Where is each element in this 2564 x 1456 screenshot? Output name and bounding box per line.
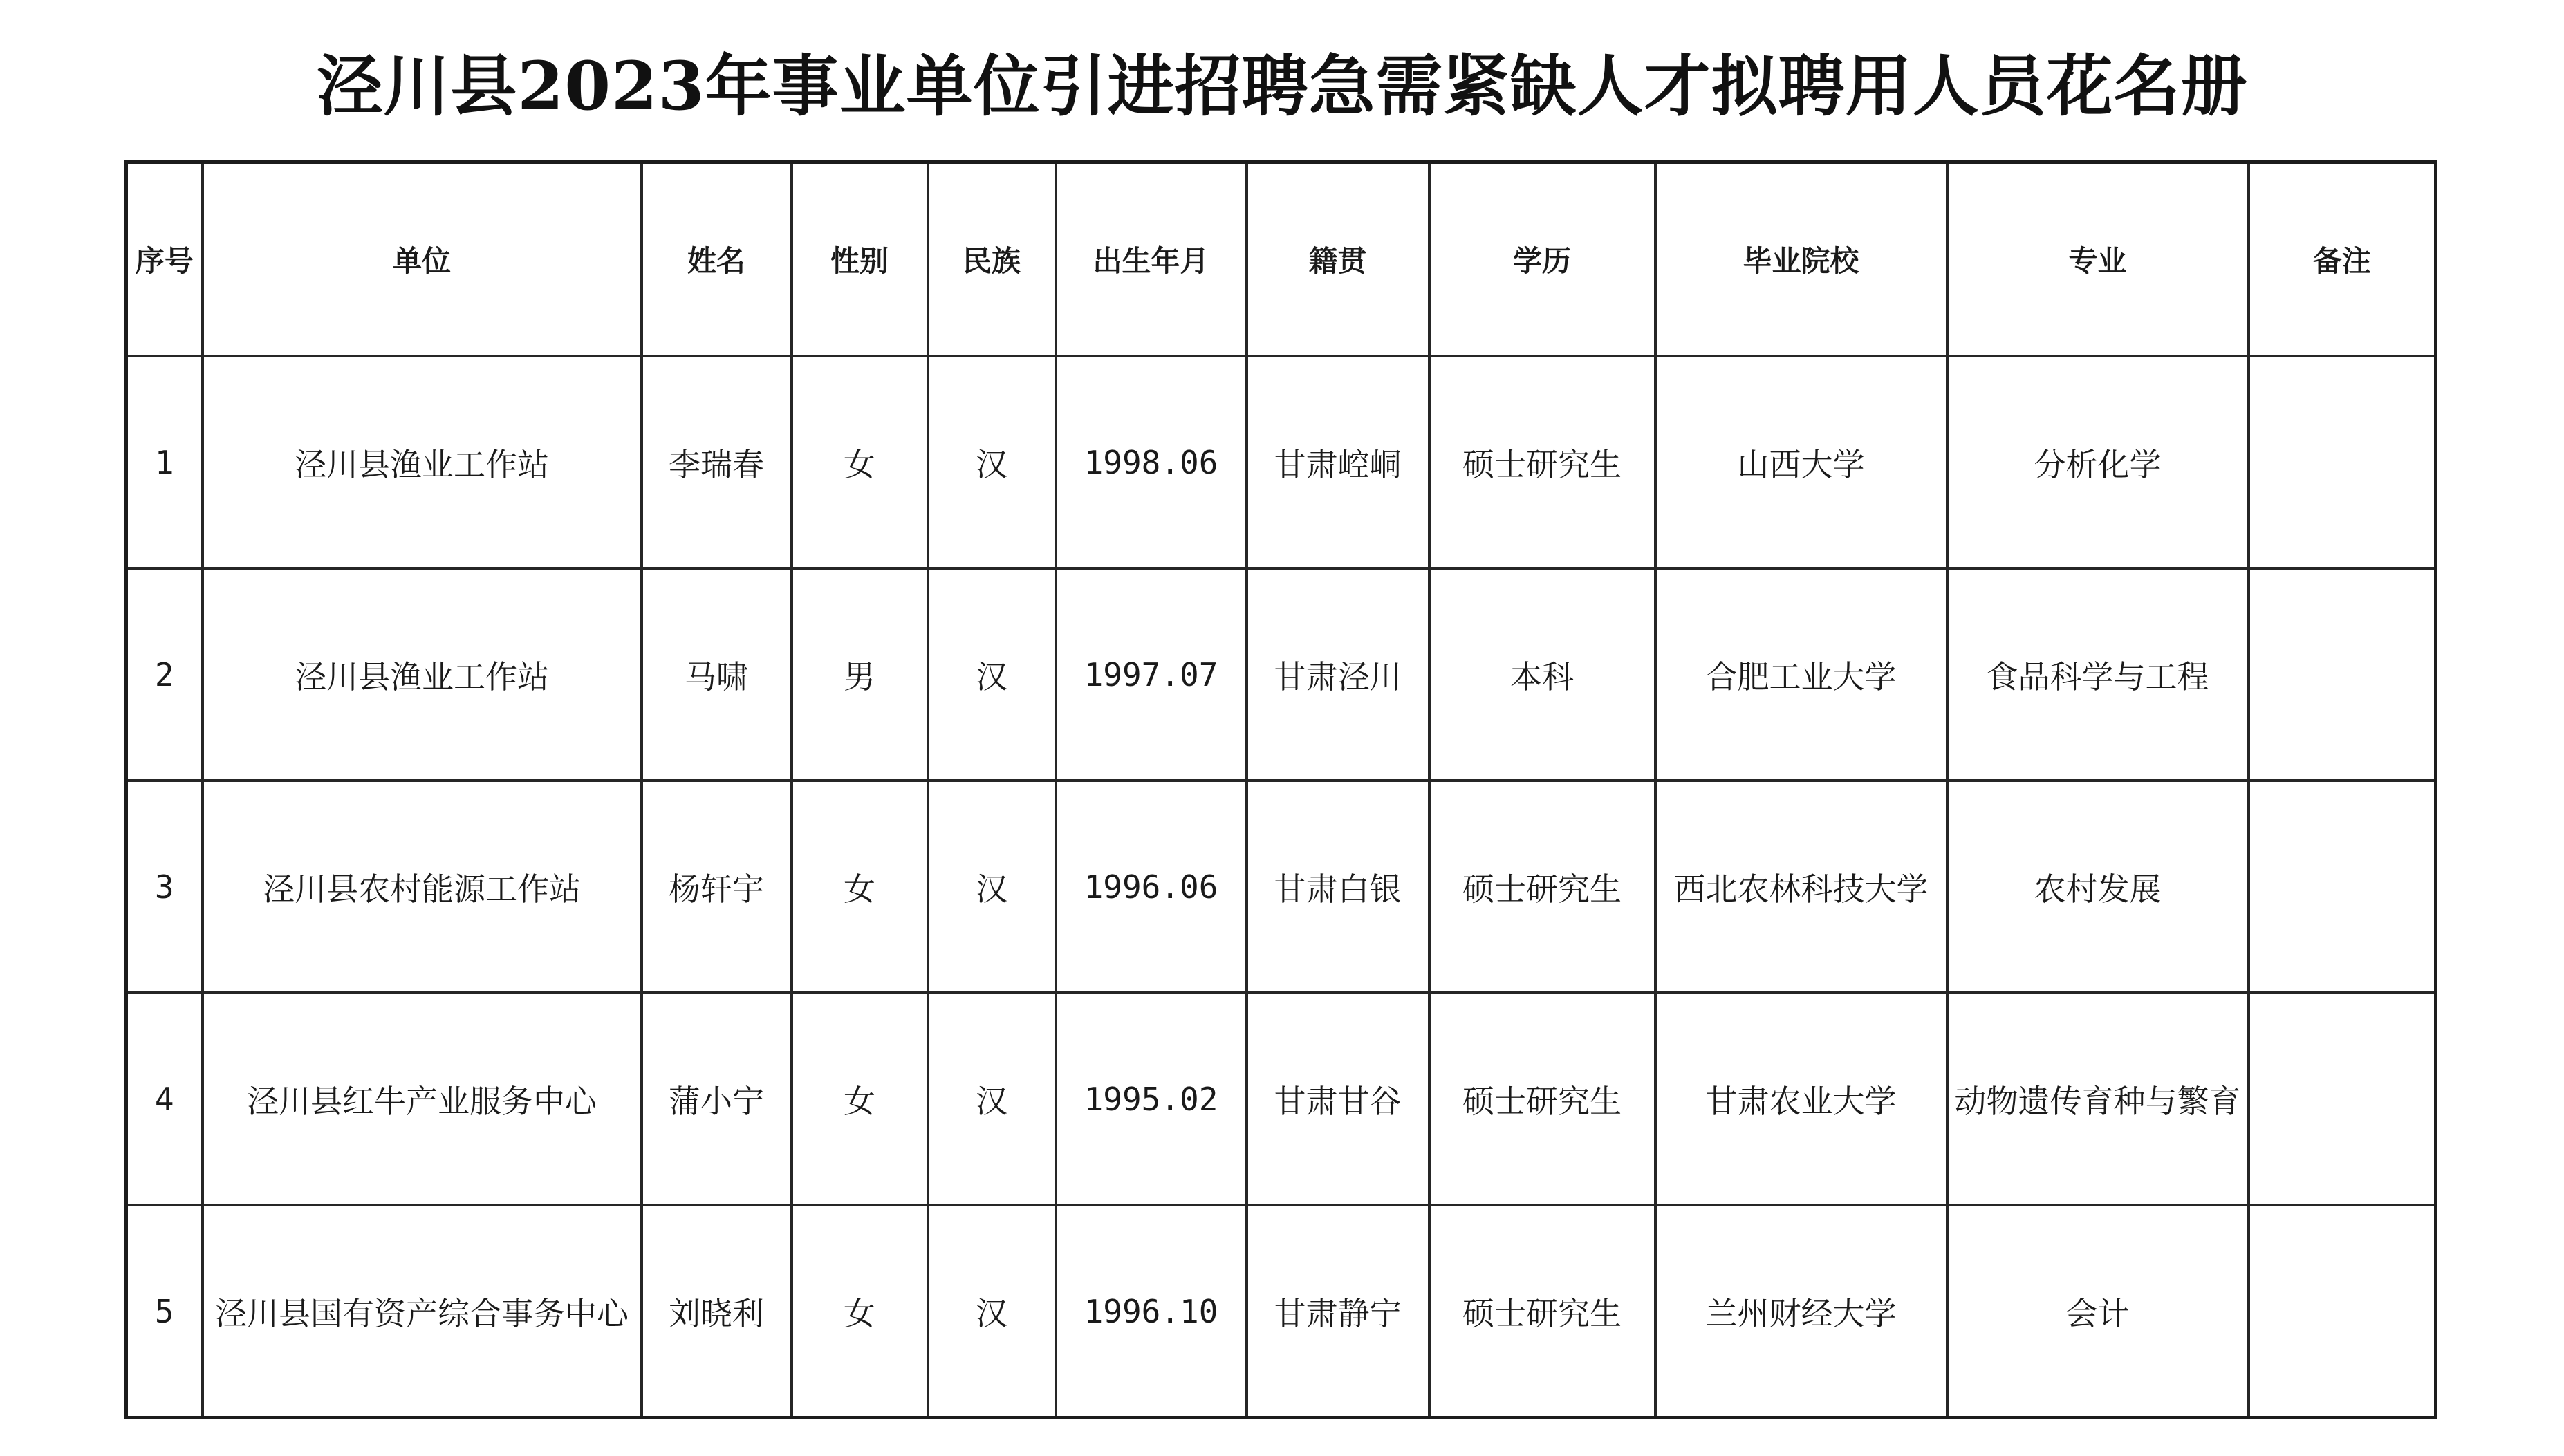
cell-major: 动物遗传育种与繁育 bbox=[1947, 993, 2249, 1205]
cell-name: 杨轩宇 bbox=[642, 781, 792, 993]
cell-major: 分析化学 bbox=[1947, 356, 2249, 568]
roster-table bbox=[124, 160, 2437, 1419]
header-education: 学历 bbox=[1429, 162, 1655, 357]
cell-native-place: 甘肃白银 bbox=[1247, 781, 1429, 993]
cell-education: 硕士研究生 bbox=[1429, 1205, 1655, 1418]
header-serial: 序号 bbox=[127, 162, 203, 357]
cell-remarks bbox=[2249, 568, 2436, 781]
header-native-place: 籍贯 bbox=[1247, 162, 1429, 357]
cell-birth-date: 1998.06 bbox=[1056, 356, 1247, 568]
cell-major: 食品科学与工程 bbox=[1947, 568, 2249, 781]
cell-native-place: 甘肃泾川 bbox=[1247, 568, 1429, 781]
cell-gender: 女 bbox=[792, 781, 928, 993]
cell-ethnicity: 汉 bbox=[928, 1205, 1056, 1418]
cell-unit: 泾川县红牛产业服务中心 bbox=[203, 993, 642, 1205]
cell-education: 硕士研究生 bbox=[1429, 993, 1655, 1205]
table-row bbox=[127, 568, 2436, 781]
table-row bbox=[127, 1205, 2436, 1418]
cell-major: 农村发展 bbox=[1947, 781, 2249, 993]
cell-native-place: 甘肃甘谷 bbox=[1247, 993, 1429, 1205]
cell-education: 本科 bbox=[1429, 568, 1655, 781]
table-row bbox=[127, 356, 2436, 568]
cell-unit: 泾川县渔业工作站 bbox=[203, 568, 642, 781]
cell-birth-date: 1995.02 bbox=[1056, 993, 1247, 1205]
table-row bbox=[127, 993, 2436, 1205]
cell-education: 硕士研究生 bbox=[1429, 781, 1655, 993]
cell-name: 刘晓利 bbox=[642, 1205, 792, 1418]
cell-school: 合肥工业大学 bbox=[1655, 568, 1947, 781]
cell-serial: 1 bbox=[127, 356, 203, 568]
header-remarks: 备注 bbox=[2249, 162, 2436, 357]
cell-native-place: 甘肃静宁 bbox=[1247, 1205, 1429, 1418]
cell-gender: 女 bbox=[792, 356, 928, 568]
cell-school: 甘肃农业大学 bbox=[1655, 993, 1947, 1205]
cell-ethnicity: 汉 bbox=[928, 781, 1056, 993]
cell-remarks bbox=[2249, 993, 2436, 1205]
cell-gender: 男 bbox=[792, 568, 928, 781]
cell-unit: 泾川县农村能源工作站 bbox=[203, 781, 642, 993]
cell-serial: 5 bbox=[127, 1205, 203, 1418]
header-name: 姓名 bbox=[642, 162, 792, 357]
header-major: 专业 bbox=[1947, 162, 2249, 357]
cell-serial: 3 bbox=[127, 781, 203, 993]
cell-remarks bbox=[2249, 1205, 2436, 1418]
cell-name: 李瑞春 bbox=[642, 356, 792, 568]
cell-birth-date: 1997.07 bbox=[1056, 568, 1247, 781]
document-title: 泾川县2023年事业单位引进招聘急需紧缺人才拟聘用人员花名册 bbox=[316, 47, 2248, 125]
cell-native-place: 甘肃崆峒 bbox=[1247, 356, 1429, 568]
cell-unit: 泾川县国有资产综合事务中心 bbox=[203, 1205, 642, 1418]
header-row bbox=[127, 162, 2436, 357]
header-gender: 性别 bbox=[792, 162, 928, 357]
cell-birth-date: 1996.06 bbox=[1056, 781, 1247, 993]
cell-serial: 2 bbox=[127, 568, 203, 781]
cell-remarks bbox=[2249, 781, 2436, 993]
header-ethnicity: 民族 bbox=[928, 162, 1056, 357]
cell-school: 西北农林科技大学 bbox=[1655, 781, 1947, 993]
table-row bbox=[127, 781, 2436, 993]
header-birth-date: 出生年月 bbox=[1056, 162, 1247, 357]
header-school: 毕业院校 bbox=[1655, 162, 1947, 357]
cell-gender: 女 bbox=[792, 993, 928, 1205]
cell-name: 蒲小宁 bbox=[642, 993, 792, 1205]
cell-school: 兰州财经大学 bbox=[1655, 1205, 1947, 1418]
cell-school: 山西大学 bbox=[1655, 356, 1947, 568]
cell-remarks bbox=[2249, 356, 2436, 568]
header-unit: 单位 bbox=[203, 162, 642, 357]
cell-serial: 4 bbox=[127, 993, 203, 1205]
cell-unit: 泾川县渔业工作站 bbox=[203, 356, 642, 568]
cell-ethnicity: 汉 bbox=[928, 993, 1056, 1205]
cell-ethnicity: 汉 bbox=[928, 356, 1056, 568]
cell-gender: 女 bbox=[792, 1205, 928, 1418]
cell-name: 马啸 bbox=[642, 568, 792, 781]
cell-major: 会计 bbox=[1947, 1205, 2249, 1418]
cell-education: 硕士研究生 bbox=[1429, 356, 1655, 568]
cell-ethnicity: 汉 bbox=[928, 568, 1056, 781]
cell-birth-date: 1996.10 bbox=[1056, 1205, 1247, 1418]
